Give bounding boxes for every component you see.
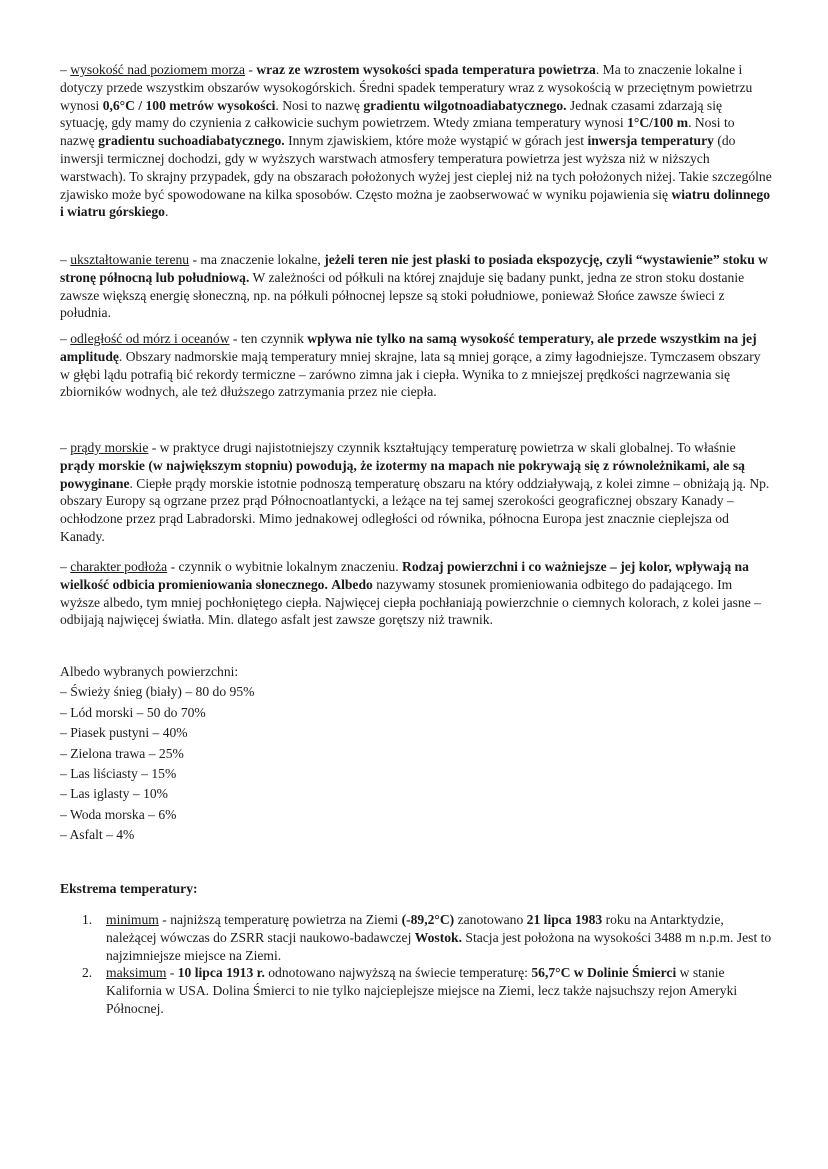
extremes-list [82,911,776,1018]
paragraph-surface: – charakter podłoża - czynnik o wybitnie lokalnym znaczeniu. Rodzaj powierzchni i co ważniejsze – jej kolor, wpływają na wielkość odbicia promieniowania słonecznego. Albedo nazywamy stosunek promieniowania odbitego do padającego. Im wyższe albedo, tym mniej pochłoniętego ciepła. Najwięcej ciepła pochłaniają powierzchnie o ciemnych kolorach, z kolei jasne – odbijają najwięcej światła. Min. dlatego asfalt jest zawsze gorętszy niż trawnik. [60,559,761,628]
term-currents: prądy morskie [70,440,149,455]
paragraph-distance: – odległość od mórz i oceanów - ten czynnik wpływa nie tylko na samą wysokość temperatury, ale przede wszystkim na jej amplitudę. Obszary nadmorskie mają temperatury mniej skrajne, lata są mniej gorące, a zimy łagodniejsze. Tymczasem obszary w głębi lądu potrafią bić rekordy termiczne – zarówno zimna jak i ciepła. Wynika to z mniejszej prędkości nagrzewania się zbiorników wodnych, ale też dłuższego zatrzymania przez nie ciepła. [60,331,761,400]
paragraph-currents: – prądy morskie - w praktyce drugi najistotniejszy czynnik kształtujący temperaturę powietrza w skali globalnej. To właśnie prądy morskie (w największym stopniu) powodują, że izotermy na mapach nie pokrywają się z równoleżnikami, ale są powyginane. Ciepłe prądy morskie istotnie podnoszą temperaturę obszaru na który oddziaływają, z kolei zimne – obniżają ją. Np. obszary Europy są ogrzane przez prąd Północnoatlantycki, a leżące na tej samej szerokości geograficznej obszary Kanady – ochłodzone przez prąd Labradorski. Mimo jednakowej odległości od równika, północna Europa jest znacznie cieplejsza od Kanady. [60,440,770,544]
term-minimum: minimum [106,912,159,927]
list-item: – Piasek pustyni – 40% [60,725,188,741]
paragraph-altitude: – wysokość nad poziomem morza - wraz ze wzrostem wysokości spada temperatura powietrza. Ma to znaczenie lokalne i dotyczy przede wszystkim obszarów wysokogórskich. Średni spadek temperatury wraz z wysokością w przeciętnym powietrzu wynosi 0,6°C / 100 metrów wysokości. Nosi to nazwę gradientu wilgotnoadiabatycznego. Jednak czasami zdarzają się sytuację, gdy mamy do czynienia z całkowicie suchym powietrzem. Wtedy zmiana temperatury wynosi 1°C/100 m. Nosi to nazwę gradientu suchoadiabatycznego. Innym zjawiskiem, które może wystąpić w górach jest inwersja temperatury (do inwersji termicznej dochodzi, gdy w wyższych warstwach atmosfery temperatura powietrza jest wyższa niż w niższych warstwach). To skrajny przypadek, gdy na obszarach położonych wyżej jest cieplej niż na tych położonych niżej. Takie szczególne zjawisko może być spowodowane na kilka sposobów. Często można je zaobserwować w wyniku pojawienia się wiatru dolinnego i wiatru górskiego. [60,62,772,220]
list-item: – Asfalt – 4% [60,827,135,843]
list-item-minimum: 1. minimum - najniższą temperaturę powietrza na Ziemi (-89,2°C) zanotowano 21 lipca 1983 roku na Antarktydzie, należącej wówczas do ZSRR stacji naukowo-badawczej Wostok. Stacja jest położona na wysokości 3488 m n.p.m. Jest to najzimniejsze miejsce na Ziemi. [82,912,772,963]
list-item: – Zielona trawa – 25% [60,745,184,761]
term-surface: charakter podłoża [70,559,168,574]
term-maximum: maksimum [106,965,167,981]
list-item: – Lód morski – 50 do 70% [60,704,206,720]
list-item: – Las liściasty – 15% [60,765,177,781]
term-altitude: wysokość nad poziomem morza [70,62,245,77]
term-terrain: ukształtowanie terenu [70,252,190,267]
paragraph-terrain: – ukształtowanie terenu - ma znaczenie lokalne, jeżeli teren nie jest płaski to posiada ekspozycję, czyli “wystawienie” stoku w stronę północną lub południową. W zależności od półkuli na której znajduje się badany punkt, jedna ze stron stoku dostanie zawsze większą energię słoneczną, np. na półkuli północnej lepsze są stoki południowe, ponieważ Słońce zawsze świeci z południa. [60,252,768,321]
term-distance: odległość od mórz i oceanów [70,331,230,346]
list-item: – Las iglasty – 10% [60,786,168,802]
extremes-heading: Ekstrema temperatury: [60,881,198,896]
list-item-maximum: 2. maksimum - 10 lipca 1913 r. odnotowano najwyższą na świecie temperaturę: 56,7°C w Dolinie Śmierci w stanie Kalifornia w USA. Dolina Śmierci to nie tylko najcieplejsze miejsce na Ziemi, lecz także najsuchszy rejon Ameryki Północnej. [82,965,738,1016]
albedo-list [60,663,360,847]
albedo-title: Albedo wybranych powierzchni: [60,664,239,679]
list-item: – Świeży śnieg (biały) – 80 do 95% [60,684,255,700]
list-item: – Woda morska – 6% [60,806,177,822]
